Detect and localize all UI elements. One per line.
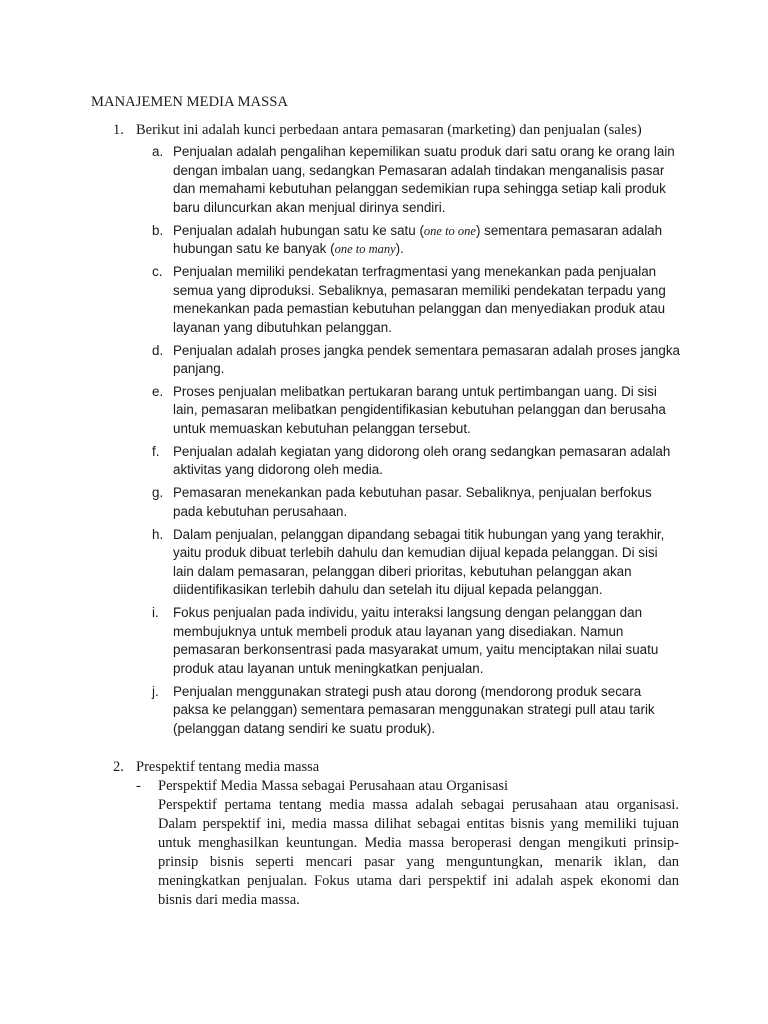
list-item-text-pre: Penjualan adalah hubungan satu ke satu ( — [173, 222, 424, 238]
list-item-h — [152, 526, 680, 600]
list-item-j — [152, 683, 680, 739]
subsection-heading — [136, 778, 696, 795]
list-item-d — [152, 342, 680, 379]
list-letter: c. — [152, 263, 163, 279]
section-1-heading-text: Berikut ini adalah kunci perbedaan antara pemasaran (marketing) dan penjualan (sales) — [136, 122, 642, 138]
difference-list — [152, 143, 680, 743]
list-item-f — [152, 443, 680, 480]
list-item-i — [152, 604, 680, 678]
list-item-g — [152, 484, 680, 521]
section-2-heading — [113, 759, 693, 776]
section-1-number: 1. — [113, 122, 124, 138]
list-item-text: Proses penjualan melibatkan pertukaran barang untuk pertimbangan uang. Di sisi lain, pemasaran melibatkan pengidentifikasian kebutuhan pelanggan dan berusaha untuk memuaskan kebutuhan pelanggan tersebut. — [173, 383, 666, 437]
list-letter: b. — [152, 222, 164, 238]
list-item-emphasis: one to many — [334, 242, 396, 257]
list-letter: a. — [152, 144, 164, 159]
list-item-text-post: ). — [395, 241, 404, 257]
list-item-text: Fokus penjualan pada individu, yaitu interaksi langsung dengan pelanggan dan membujuknya untuk membeli produk atau layanan yang disediakan. Namun pemasaran berkonsentrasi pada masyarakat umum, yaitu menciptakan nilai suatu produk atau layanan untuk meningkatkan penjualan. — [173, 605, 659, 676]
list-item-e — [152, 383, 680, 439]
list-letter: d. — [152, 342, 164, 358]
list-item-c — [152, 263, 680, 337]
section-1-heading — [113, 122, 693, 139]
subsection-dash: - — [136, 778, 141, 794]
subsection-heading-text: Perspektif Media Massa sebagai Perusahaan atau Organisasi — [158, 778, 509, 794]
list-letter: h. — [152, 526, 164, 542]
list-item-text-mid: ) sementara pemasaran adalah hubungan satu ke banyak ( — [173, 222, 663, 257]
section-2-number: 2. — [113, 759, 124, 775]
list-item-text: Penjualan adalah pengalihan kepemilikan suatu produk dari satu orang ke orang lain dengan imbalan uang, sedangkan Pemasaran adalah tindakan menganalisis pasar dan memahami kebutuhan pelanggan sedemikian rupa sehingga setiap kali produk baru diluncurkan akan menjual dirinya sendiri. — [173, 144, 675, 215]
list-letter: f. — [152, 443, 160, 459]
list-item-text: Penjualan adalah kegiatan yang didorong oleh orang sedangkan pemasaran adalah aktivitas yang didorong oleh media. — [173, 443, 671, 478]
list-item-text: Penjualan adalah proses jangka pendek sementara pemasaran adalah proses jangka panjang. — [173, 342, 680, 377]
list-letter: i. — [152, 605, 159, 621]
body-paragraph: Perspektif pertama tentang media massa adalah sebagai perusahaan atau organisasi. Dalam perspektif ini, media massa dilihat sebagai entitas bisnis yang memiliki tujuan untuk menghasilkan keuntungan. Media massa beroperasi dengan mengikuti prinsip-prinsip bisnis seperti mencari pasar yang menguntungkan, menarik iklan, dan meningkatkan penjualan. Fokus utama dari perspektif ini adalah aspek ekonomi dan bisnis dari media massa. — [158, 797, 679, 909]
document-title: MANAJEMEN MEDIA MASSA — [91, 94, 289, 110]
list-item-text: Penjualan memiliki pendekatan terfragmentasi yang menekankan pada penjualan semua yang diproduksi. Sebaliknya, pemasaran memiliki pendekatan terpadu yang menekankan pada pemastian kebutuhan pelanggan dan menyediakan produk atau layanan yang dibutuhkan pelanggan. — [173, 263, 666, 335]
list-item-text: Penjualan menggunakan strategi push atau dorong (mendorong produk secara paksa ke pelanggan) sementara pemasaran menggunakan strategi pull atau tarik (pelanggan datang sendiri ke suatu produk). — [173, 683, 655, 736]
list-letter: j. — [152, 683, 159, 699]
list-letter: e. — [152, 383, 164, 399]
list-item-emphasis: one to one — [423, 223, 476, 238]
list-item-text: Dalam penjualan, pelanggan dipandang sebagai titik hubungan yang yang terakhir, yaitu produk dibuat terlebih dahulu dan kemudian dijual kepada pelanggan. Di sisi lain dalam pemasaran, pelanggan diberi prioritas, kebutuhan pelanggan akan diidentifikasikan terlebih dahulu dan setelah itu dijual kepada pelanggan. — [173, 526, 665, 598]
section-2-heading-text: Prespektif tentang media massa — [136, 759, 320, 775]
list-item-b — [152, 222, 680, 259]
list-item-text: Pemasaran menekankan pada kebutuhan pasar. Sebaliknya, penjualan berfokus pada kebutuhan perusahaan. — [173, 485, 652, 519]
list-item-a — [152, 143, 680, 217]
list-letter: g. — [152, 485, 164, 501]
